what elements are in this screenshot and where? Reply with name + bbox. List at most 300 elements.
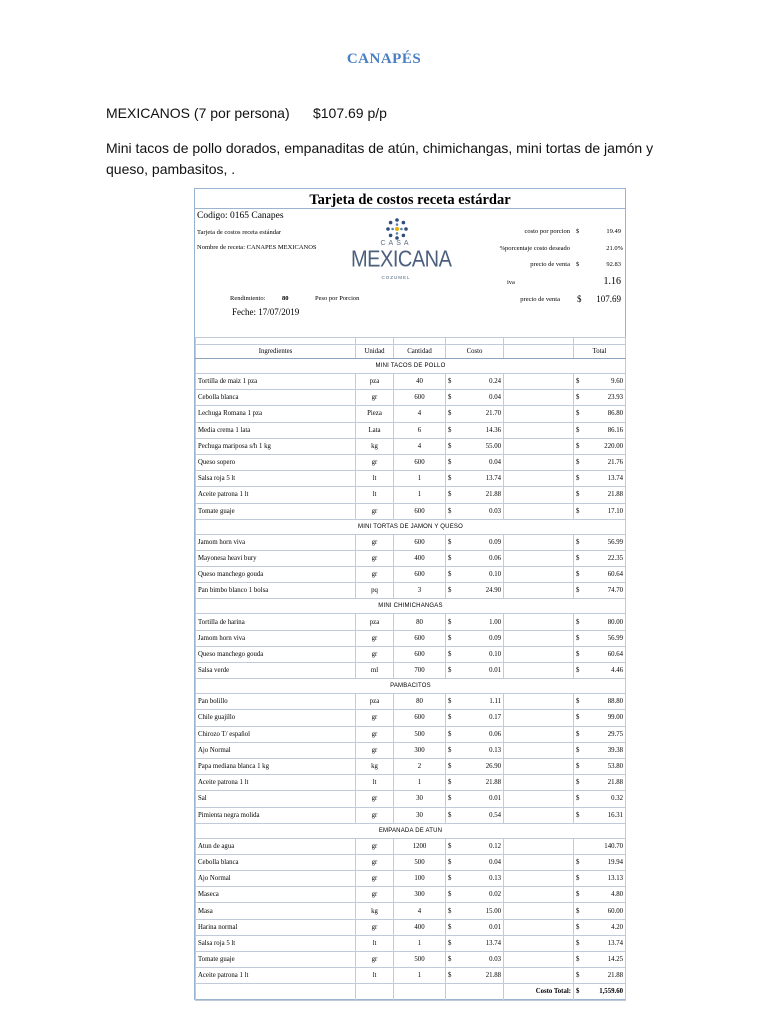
total	[574, 903, 626, 919]
menu-line: MEXICANOS (7 por persona) $107.69 p/p	[106, 105, 387, 121]
unit: kg	[356, 438, 394, 454]
spacer	[504, 935, 574, 951]
quantity: 80	[394, 614, 446, 630]
total-value: 60.00	[607, 907, 623, 915]
quantity: 500	[394, 854, 446, 870]
cost	[446, 406, 504, 422]
spacer	[504, 854, 574, 870]
cost-dollar: $	[448, 939, 452, 947]
total-dollar: $	[576, 956, 580, 964]
cost-value: 21.88	[485, 972, 501, 980]
quantity: 4	[394, 406, 446, 422]
unit: gr	[356, 807, 394, 823]
total-dollar: $	[576, 939, 580, 947]
codigo: Codigo: 0165 Canapes	[197, 211, 284, 221]
table-row	[196, 775, 626, 791]
cost	[446, 854, 504, 870]
spacer	[504, 438, 574, 454]
total-dollar: $	[576, 698, 580, 706]
unit: gr	[356, 550, 394, 566]
cost-value: 0.02	[489, 891, 501, 899]
cost	[446, 726, 504, 742]
table-row	[196, 838, 626, 854]
total-value: 13.74	[607, 939, 623, 947]
quantity: 600	[394, 630, 446, 646]
total-value: 80.00	[607, 618, 623, 626]
cost	[446, 422, 504, 438]
quantity: 400	[394, 919, 446, 935]
total-value: 56.99	[607, 634, 623, 642]
quantity: 2	[394, 758, 446, 774]
spacer	[504, 758, 574, 774]
cost	[446, 550, 504, 566]
ingredient-name: Tortilla de maiz 1 pza	[196, 374, 356, 390]
ingredient-name: Tortilla de harina	[196, 614, 356, 630]
cost-dollar: $	[448, 491, 452, 499]
table-row	[196, 919, 626, 935]
cost-value: 21.70	[485, 410, 501, 418]
ingredient-name: Ajo Normal	[196, 871, 356, 887]
cost-dollar: $	[448, 538, 452, 546]
quantity: 500	[394, 726, 446, 742]
total	[574, 710, 626, 726]
total-value: 4.20	[611, 923, 623, 931]
cost-dollar: $	[448, 842, 452, 850]
cost	[446, 374, 504, 390]
cost-value: 0.09	[489, 634, 501, 642]
total-dollar: $	[576, 491, 580, 499]
quantity: 600	[394, 567, 446, 583]
cost-dollar: $	[448, 650, 452, 658]
unit: gr	[356, 710, 394, 726]
cost-value: 26.90	[485, 763, 501, 771]
unit: pza	[356, 374, 394, 390]
total	[574, 390, 626, 406]
summary-label: precio de venta	[530, 261, 570, 268]
section-row	[196, 599, 626, 614]
ingredient-name: Mayonesa heavi bury	[196, 550, 356, 566]
unit: kg	[356, 758, 394, 774]
total	[574, 919, 626, 935]
summary-label: iva	[507, 279, 515, 286]
total	[574, 871, 626, 887]
ingredient-name: Harina normal	[196, 919, 356, 935]
total	[574, 374, 626, 390]
quantity: 300	[394, 742, 446, 758]
total-value: 86.80	[607, 410, 623, 418]
col-total: Total	[574, 345, 626, 359]
table-row	[196, 374, 626, 390]
cost-dollar: $	[448, 746, 452, 754]
cost	[446, 630, 504, 646]
total	[574, 952, 626, 968]
total-dollar: $	[576, 426, 580, 434]
ingredient-name: Pan bimbo blanco 1 bolsa	[196, 583, 356, 599]
total-value: 140.70	[604, 842, 623, 850]
cost	[446, 935, 504, 951]
ingredient-name: Sal	[196, 791, 356, 807]
cost-dollar: $	[448, 956, 452, 964]
summary-dollar: $	[576, 261, 580, 268]
quantity: 400	[394, 550, 446, 566]
total-dollar: $	[576, 891, 580, 899]
summary-value: 19.49	[606, 228, 621, 235]
cost-value: 0.54	[489, 811, 501, 819]
total-value: 23.93	[607, 394, 623, 402]
spacer	[504, 406, 574, 422]
cost-dollar: $	[448, 923, 452, 931]
cost-value: 21.88	[485, 779, 501, 787]
total	[574, 758, 626, 774]
cost-dollar: $	[448, 779, 452, 787]
total-value: 16.31	[607, 811, 623, 819]
section-title: MINI CHIMICHANGAS	[196, 599, 626, 614]
table-row	[196, 854, 626, 870]
table-row	[196, 887, 626, 903]
unit: gr	[356, 726, 394, 742]
cost-dollar: $	[448, 875, 452, 883]
total-value: 21.76	[607, 459, 623, 467]
table-row	[196, 487, 626, 503]
total-value: 0.32	[611, 795, 623, 803]
cost-dollar: $	[448, 571, 452, 579]
cost-dollar: $	[448, 426, 452, 434]
cost	[446, 807, 504, 823]
cost-value: 0.04	[489, 394, 501, 402]
spacer	[504, 742, 574, 758]
casa-mexicana-logo	[351, 217, 452, 287]
table-row	[196, 952, 626, 968]
menu-description: Mini tacos de pollo dorados, empanaditas de atún, chimichangas, mini tortas de jamón y queso, pambasitos, .	[106, 140, 654, 177]
total-value: 60.64	[607, 650, 623, 658]
ingredient-name: Salsa roja 5 lt	[196, 471, 356, 487]
total	[574, 838, 626, 854]
unit: kg	[356, 903, 394, 919]
cost-dollar: $	[448, 858, 452, 866]
unit: gr	[356, 871, 394, 887]
ingredients-table	[195, 337, 626, 1001]
cost-dollar: $	[448, 795, 452, 803]
spacer	[504, 550, 574, 566]
unit: gr	[356, 390, 394, 406]
total-value: 22.35	[607, 554, 623, 562]
cost	[446, 390, 504, 406]
ingredient-name: Papa mediana blanca 1 kg	[196, 758, 356, 774]
empty-cell	[394, 984, 446, 1000]
spacer	[504, 710, 574, 726]
quantity: 1	[394, 775, 446, 791]
cost-value: 0.06	[489, 730, 501, 738]
cost-value: 0.10	[489, 650, 501, 658]
total-dollar: $	[576, 571, 580, 579]
total	[574, 742, 626, 758]
table-row	[196, 567, 626, 583]
ingredient-name: Queso sopero	[196, 454, 356, 470]
grand-total-dollar: $	[576, 988, 580, 996]
quantity: 3	[394, 583, 446, 599]
unit: pza	[356, 614, 394, 630]
cost	[446, 871, 504, 887]
section-row	[196, 823, 626, 838]
spacer	[504, 791, 574, 807]
spacer	[504, 583, 574, 599]
ingredient-name: Cebolla blanca	[196, 854, 356, 870]
total-value: 4.80	[611, 891, 623, 899]
table-row	[196, 968, 626, 984]
quantity: 80	[394, 694, 446, 710]
cost-value: 0.04	[489, 459, 501, 467]
cost-dollar: $	[448, 459, 452, 467]
ingredient-name: Pechuga mariposa s/h 1 kg	[196, 438, 356, 454]
ingredient-name: Chile guajillo	[196, 710, 356, 726]
quantity: 600	[394, 534, 446, 550]
unit: ml	[356, 663, 394, 679]
unit: gr	[356, 919, 394, 935]
table-row	[196, 710, 626, 726]
total-value: 39.38	[607, 746, 623, 754]
cost-dollar: $	[448, 667, 452, 675]
total-dollar: $	[576, 538, 580, 546]
quantity: 600	[394, 390, 446, 406]
summary-label: precio de venta	[520, 296, 560, 303]
total	[574, 471, 626, 487]
spacer	[504, 968, 574, 984]
quantity: 1	[394, 471, 446, 487]
cost-dollar: $	[448, 554, 452, 562]
section-title: MINI TACOS DE POLLO	[196, 359, 626, 374]
cost	[446, 663, 504, 679]
total-value: 99.00	[607, 714, 623, 722]
table-row	[196, 742, 626, 758]
cost-value: 0.13	[489, 875, 501, 883]
table-row	[196, 503, 626, 519]
cost-dollar: $	[448, 907, 452, 915]
cost-dollar: $	[448, 507, 452, 515]
summary-value: 1.16	[603, 276, 621, 287]
total-dollar: $	[576, 650, 580, 658]
total	[574, 694, 626, 710]
total-dollar: $	[576, 394, 580, 402]
unit: gr	[356, 952, 394, 968]
total	[574, 726, 626, 742]
spacer	[504, 726, 574, 742]
unit: gr	[356, 854, 394, 870]
total-dollar: $	[576, 667, 580, 675]
cost-value: 0.10	[489, 571, 501, 579]
table-row	[196, 583, 626, 599]
quantity: 700	[394, 663, 446, 679]
section-row	[196, 519, 626, 534]
summary-value: 21.0%	[606, 245, 623, 252]
spacer	[504, 952, 574, 968]
ingredient-name: Cebolla blanca	[196, 390, 356, 406]
table-row	[196, 807, 626, 823]
total-value: 56.99	[607, 538, 623, 546]
total-dollar: $	[576, 442, 580, 450]
spacer	[504, 630, 574, 646]
total-value: 29.75	[607, 730, 623, 738]
cost	[446, 919, 504, 935]
total-value: 13.13	[607, 875, 623, 883]
spacer	[504, 614, 574, 630]
total-value: 53.80	[607, 763, 623, 771]
spacer	[504, 663, 574, 679]
cost-value: 0.13	[489, 746, 501, 754]
table-row	[196, 422, 626, 438]
cost	[446, 534, 504, 550]
quantity: 30	[394, 807, 446, 823]
table-row	[196, 871, 626, 887]
table-row	[196, 390, 626, 406]
quantity: 6	[394, 422, 446, 438]
cost-value: 0.12	[489, 842, 501, 850]
spacer	[504, 871, 574, 887]
cost-dollar: $	[448, 410, 452, 418]
grand-total-value: 1,559.60	[599, 988, 623, 996]
ingredient-name: Atun de agua	[196, 838, 356, 854]
total-value: 220.00	[604, 442, 623, 450]
summary-dollar: $	[576, 228, 580, 235]
cost-dollar: $	[448, 811, 452, 819]
ingredient-name: Lechuga Romana 1 pza	[196, 406, 356, 422]
rendimiento-value: 80	[282, 295, 289, 302]
cost	[446, 487, 504, 503]
cost-dollar: $	[448, 714, 452, 722]
total	[574, 887, 626, 903]
spacer	[504, 374, 574, 390]
cost-dollar: $	[448, 634, 452, 642]
cost	[446, 968, 504, 984]
cost-value: 0.24	[489, 378, 501, 386]
flower-icon	[385, 217, 409, 241]
total-value: 60.64	[607, 571, 623, 579]
cost-value: 1.00	[489, 618, 501, 626]
ingredient-name: Queso manchego gouda	[196, 567, 356, 583]
ingredient-name: Jamom horn viva	[196, 534, 356, 550]
cost-value: 13.74	[485, 939, 501, 947]
cost-value: 0.01	[489, 795, 501, 803]
table-row	[196, 726, 626, 742]
total-value: 17.10	[607, 507, 623, 515]
cost-value: 13.74	[485, 475, 501, 483]
cost-dollar: $	[448, 475, 452, 483]
page-title: CANAPÉS	[346, 51, 422, 67]
total-dollar: $	[576, 714, 580, 722]
recipe-name: Nombre de receta: CANAPES MEXICANOS	[197, 244, 317, 251]
total-dollar: $	[576, 923, 580, 931]
total	[574, 775, 626, 791]
empty-cell	[196, 984, 356, 1000]
grand-total-row	[196, 984, 626, 1000]
cost-value: 14.36	[485, 426, 501, 434]
cost	[446, 438, 504, 454]
cost-dollar: $	[448, 442, 452, 450]
ingredient-name: Masa	[196, 903, 356, 919]
unit: lt	[356, 775, 394, 791]
cost	[446, 567, 504, 583]
quantity: 500	[394, 952, 446, 968]
total-value: 19.94	[607, 858, 623, 866]
ingredient-name: Salsa verde	[196, 663, 356, 679]
cost-value: 21.88	[485, 491, 501, 499]
cost	[446, 454, 504, 470]
cost-value: 0.06	[489, 554, 501, 562]
table-row	[196, 471, 626, 487]
total-dollar: $	[576, 618, 580, 626]
cost	[446, 775, 504, 791]
total-dollar: $	[576, 378, 580, 386]
grand-total-label: Costo Total:	[504, 984, 574, 1000]
quantity: 30	[394, 791, 446, 807]
total	[574, 534, 626, 550]
cost-dollar: $	[448, 378, 452, 386]
cost-dollar: $	[448, 394, 452, 402]
table-row	[196, 630, 626, 646]
total	[574, 583, 626, 599]
total-dollar: $	[576, 907, 580, 915]
table-row	[196, 791, 626, 807]
spacer	[504, 471, 574, 487]
total-dollar: $	[576, 795, 580, 803]
col-cantidad: Cantidad	[394, 345, 446, 359]
col-costo: Costo	[446, 345, 504, 359]
total	[574, 550, 626, 566]
quantity: 600	[394, 710, 446, 726]
total	[574, 614, 626, 630]
ingredient-name: Queso manchego gouda	[196, 646, 356, 662]
total-dollar: $	[576, 475, 580, 483]
spacer	[504, 646, 574, 662]
total-dollar: $	[576, 507, 580, 515]
section-row	[196, 679, 626, 694]
total	[574, 503, 626, 519]
total-dollar: $	[576, 746, 580, 754]
total-value: 21.88	[607, 779, 623, 787]
total-dollar: $	[576, 587, 580, 595]
unit: gr	[356, 887, 394, 903]
total	[574, 438, 626, 454]
unit: gr	[356, 567, 394, 583]
spacer	[504, 454, 574, 470]
total	[574, 663, 626, 679]
table-row	[196, 406, 626, 422]
cost-value: 0.03	[489, 956, 501, 964]
cost	[446, 838, 504, 854]
ingredient-name: Tomate guaje	[196, 503, 356, 519]
logo-casa: CASA	[380, 240, 412, 247]
cost-value: 15.00	[485, 907, 501, 915]
quantity: 100	[394, 871, 446, 887]
unit: lt	[356, 487, 394, 503]
unit: gr	[356, 646, 394, 662]
total-dollar: $	[576, 811, 580, 819]
grand-total	[574, 984, 626, 1000]
total	[574, 854, 626, 870]
table-row	[196, 646, 626, 662]
total	[574, 454, 626, 470]
spacer	[504, 887, 574, 903]
cost	[446, 952, 504, 968]
quantity: 4	[394, 438, 446, 454]
table-row	[196, 694, 626, 710]
card-title: Tarjeta de costos receta estárdar	[309, 192, 511, 208]
cost	[446, 614, 504, 630]
quantity: 40	[394, 374, 446, 390]
logo-cozumel: COZUMEL	[381, 275, 411, 280]
total-dollar: $	[576, 858, 580, 866]
total	[574, 968, 626, 984]
total-value: 21.88	[607, 491, 623, 499]
